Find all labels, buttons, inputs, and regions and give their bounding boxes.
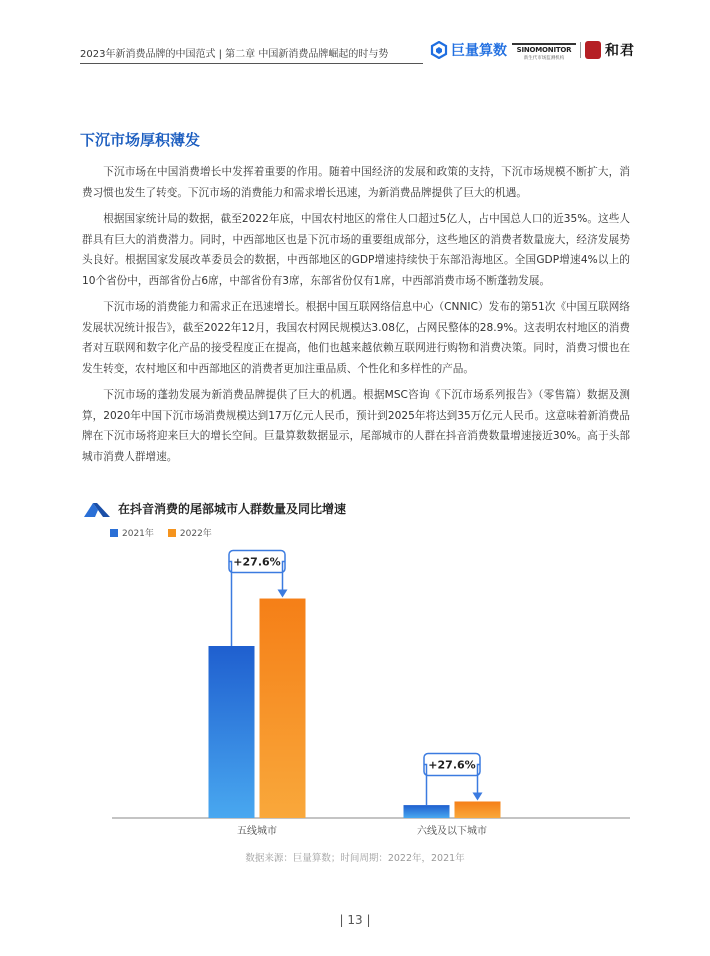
hejun-logo-text: 和君 xyxy=(605,43,635,59)
bar-2021年-五线城市 xyxy=(209,646,255,818)
paragraph: 下沉市场在中国消费增长中发挥着重要的作用。随着中国经济的发展和政策的支持，下沉市场规模不断扩大，消费习惯也发生了转变。下沉市场的消费能力和需求增长迅速，为新消费品牌提供了巨大的机遇。 xyxy=(82,166,630,199)
bar-2022年-五线城市 xyxy=(260,599,306,818)
paragraph: 下沉市场的蓬勃发展为新消费品牌提供了巨大的机遇。根据MSC咨询《下沉市场系列报告》（零售篇）数据及测算，2020年中国下沉市场消费规模达到17万亿元人民币，预计到2025年将达到35万亿元人民币。这意味着新消费品牌在下沉市场将迎来巨大的增长空间。巨量算数数据显示，尾部城市的人群在抖音消费数量增速接近30%。高于头部城市消费人群增速。 xyxy=(82,389,630,463)
x-tick-label: 六线及以下城市 xyxy=(417,826,487,837)
page-number: | 13 | xyxy=(339,913,371,927)
header-title: 2023年新消费品牌的中国范式 | 第二章 中国新消费品牌崛起的时与势 xyxy=(80,49,389,60)
legend-label-2022: 2022年 xyxy=(179,529,212,539)
growth-label: +27.6% xyxy=(428,758,476,772)
page-number-value: 13 xyxy=(347,913,363,927)
legend-label-2021: 2021年 xyxy=(122,529,154,539)
growth-arrow-icon xyxy=(278,590,288,598)
growth-arrow-icon xyxy=(473,792,483,800)
sinomonitor-logo-subtext: 新生代市场监测机构 xyxy=(523,56,565,61)
sinomonitor-logo-text: SINOMONITOR xyxy=(512,43,576,54)
paragraph: 根据国家统计局的数据，截至2022年底，中国农村地区的常住人口超过5亿人，占中国总人口的近35%。这些人群具有巨大的消费潜力。同时，中西部地区也是下沉市场的重要组成部分，这些地区的消费者数量庞大，经济发展势头良好。根据国家发展改革委员会的数据，中西部地区的GDP增速持续快于东部沿海地区。全国GDP增速4%以上的10个省份中，西部省份占6席，中部省份有3席，东部省份仅有1席，中西部消费市场不断蓬勃发展。 xyxy=(82,213,630,287)
paragraph: 下沉市场的消费能力和需求正在迅速增长。根据中国互联网络信息中心（CNNIC）发布的第51次《中国互联网络发展状况统计报告》，截至2022年12月，我国农村网民规模达3.08亿，占网民整体的28.9%。这表明农村地区的消费者对互联网和数字化产品的接受程度正在提高，他们也越来越依赖互联网进行购物和消费决策。同时，消费习惯也在发生转变，农村地区和中西部地区的消费者更加注重品质、个性化和多样性的产品。 xyxy=(82,301,630,375)
chart-title: 在抖音消费的尾部城市人群数量及同比增速 xyxy=(118,502,347,516)
growth-connector-left xyxy=(229,562,232,646)
x-tick-label: 五线城市 xyxy=(237,826,277,837)
growth-label: +27.6% xyxy=(233,555,281,569)
section-title: 下沉市场厚积薄发 xyxy=(80,131,201,149)
bar-2022年-六线及以下城市 xyxy=(455,801,501,818)
source-note: 数据来源：巨量算数；时间周期：2022年，2021年 xyxy=(245,853,465,864)
juliang-logo-text: 巨量算数 xyxy=(451,43,507,59)
bar-2021年-六线及以下城市 xyxy=(404,805,450,818)
